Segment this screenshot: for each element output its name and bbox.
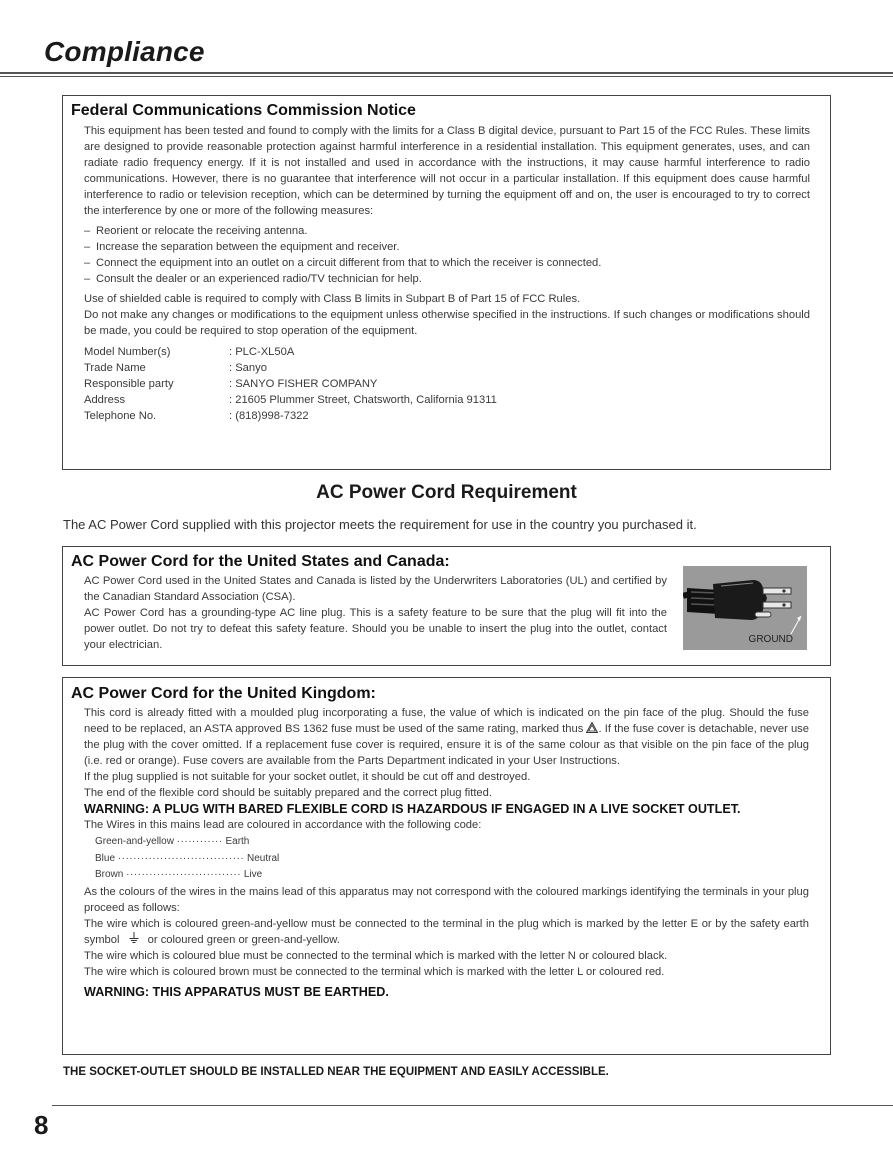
list-item bbox=[95, 851, 809, 868]
fcc-modifications: Do not make any changes or modifications to the equipment unless otherwise specified in the instructions. If such changes or modifications should be made, you could be required to stop operation of the equipment. bbox=[84, 309, 810, 337]
wire-meaning: Live bbox=[243, 869, 263, 880]
list-item: – Reorient or relocate the receiving antenna. bbox=[84, 223, 810, 239]
us-canada-box bbox=[62, 546, 831, 666]
wire-leader-dots: ············ bbox=[176, 836, 223, 847]
list-item: – Consult the dealer or an experienced radio/TV technician for help. bbox=[84, 271, 810, 287]
socket-outlet-note: THE SOCKET-OUTLET SHOULD BE INSTALLED NEAR THE EQUIPMENT AND EASILY ACCESSIBLE. bbox=[63, 1066, 609, 1078]
uk-plug-unsuitable: If the plug supplied is not suitable for your socket outlet, it should be cut off and destroyed. bbox=[84, 771, 531, 783]
uk-warning-bared-cord: WARNING: A PLUG WITH BARED FLEXIBLE CORD IS HAZARDOUS IF ENGAGED IN A LIVE SOCKET OUTLET. bbox=[84, 802, 741, 816]
page-header bbox=[0, 0, 893, 80]
uk-earth-wire-instruction bbox=[84, 916, 809, 948]
footer-rule bbox=[52, 1105, 893, 1106]
wire-leader-dots: ································· bbox=[117, 852, 245, 864]
earth-symbol-icon bbox=[129, 932, 139, 944]
fcc-heading: Federal Communications Commission Notice bbox=[71, 102, 416, 119]
fcc-spec-table bbox=[84, 344, 497, 424]
spec-value: : (818)998-7322 bbox=[229, 410, 309, 422]
fcc-shielded-cable: Use of shielded cable is required to comply with Class B limits in Subpart B of Part 15 of FCC Rules. bbox=[84, 293, 581, 305]
fcc-measures-list bbox=[84, 223, 810, 287]
uk-cord-end: The end of the flexible cord should be suitably prepared and the correct plug fitted. bbox=[84, 787, 492, 799]
header-rule-thin bbox=[0, 76, 893, 77]
list-item: – Increase the separation between the equipment and receiver. bbox=[84, 239, 810, 255]
spec-label: Telephone No. bbox=[84, 410, 157, 422]
wire-color: Brown bbox=[95, 869, 124, 880]
spec-value: : Sanyo bbox=[229, 362, 267, 374]
uk-earth-text-b: or coloured green or green-and-yellow. bbox=[147, 933, 340, 946]
wire-color: Blue bbox=[95, 852, 116, 864]
wire-meaning: Neutral bbox=[246, 852, 280, 864]
uk-brown-wire-instruction: The wire which is coloured brown must be connected to the terminal which is marked with the letter L or coloured red. bbox=[84, 965, 665, 978]
list-item: – Connect the equipment into an outlet on a circuit different from that to which the receiver is connected. bbox=[84, 255, 810, 271]
table-row bbox=[84, 408, 497, 424]
wire-code-list bbox=[95, 834, 809, 884]
header-rule bbox=[0, 72, 893, 74]
table-row bbox=[84, 344, 497, 360]
fcc-body bbox=[71, 123, 810, 424]
grounding-plug-illustration bbox=[683, 566, 807, 650]
wire-leader-dots: ······························ bbox=[126, 869, 242, 880]
spec-value: : PLC-XL50A bbox=[229, 346, 295, 358]
uk-earth-text-a: The wire which is coloured green-and-yellow must be connected to the terminal in the plug which is marked by the letter E or by the safety earth symbol bbox=[84, 917, 809, 946]
spec-value: : 21605 Plummer Street, Chatsworth, California 91311 bbox=[229, 394, 497, 406]
uk-fuse-paragraph bbox=[84, 705, 809, 769]
uk-heading: AC Power Cord for the United Kingdom: bbox=[71, 685, 376, 702]
us-canada-heading: AC Power Cord for the United States and Canada: bbox=[71, 553, 450, 570]
asta-mark-icon bbox=[586, 722, 598, 733]
list-item bbox=[95, 834, 809, 851]
fcc-intro: This equipment has been tested and found to comply with the limits for a Class B digital device, pursuant to Part 15 of the FCC Rules. These limits are designed to provide reasonable protection against harmful interference in a residential installation. This equipment generates, uses, and can radiate radio frequency energy. If it is not installed and used in accordance with the instructions, it may cause harmful interference to radio communications. However, there is no guarantee that interference will not occur in a particular installation. If this equipment does cause harmful interference to radio or television reception, which can be determined by turning the equipment off and on, the user is encouraged to try to correct the interference by one or more of the following measures: bbox=[84, 125, 810, 217]
wire-meaning: Earth bbox=[225, 836, 250, 847]
table-row bbox=[84, 392, 497, 408]
page-title: Compliance bbox=[44, 36, 205, 67]
uk-fuse-text-b: . If the fuse cover is detachable, never use the plug with the cover omitted. If a replacement fuse cover is required, ensure it is of the same colour as that visible on the pin face of the plug (i.e. red or orange). Fuse covers are available from the Parts Department indicated in your User Instructions. bbox=[84, 723, 809, 767]
list-item bbox=[95, 867, 809, 884]
uk-fuse-text-a: This cord is already fitted with a moulded plug incorporating a fuse, the value of which is indicated on the pin face of the plug. Should the fuse need to be replaced, an ASTA approved BS 1362 fuse must be used of the same rating, marked thus bbox=[84, 707, 809, 735]
page-number: 8 bbox=[34, 1110, 49, 1140]
uk-wires-intro: The Wires in this mains lead are coloured in accordance with the following code: bbox=[84, 819, 482, 831]
spec-label: Trade Name bbox=[84, 362, 146, 374]
uk-box bbox=[62, 677, 831, 1055]
spec-label: Responsible party bbox=[84, 378, 174, 390]
fcc-notice-box bbox=[62, 95, 831, 470]
table-row bbox=[84, 360, 497, 376]
table-row bbox=[84, 376, 497, 392]
uk-wire-colour-note: As the colours of the wires in the mains lead of this apparatus may not correspond with the coloured markings identifying the terminals in your plug proceed as follows: bbox=[84, 885, 809, 914]
wire-color: Green-and-yellow bbox=[95, 836, 174, 847]
ground-label: GROUND bbox=[748, 634, 793, 645]
us-canada-paragraph: AC Power Cord has a grounding-type AC line plug. This is a safety feature to be sure that the plug will fit into the power outlet. Do not try to defeat this safety feature. Should you be unable to insert the plug into the outlet, contact your electrician. bbox=[84, 607, 667, 651]
us-canada-paragraph: AC Power Cord used in the United States and Canada is listed by the Underwriters Laboratories (UL) and certified by the Canadian Standard Association (CSA). bbox=[84, 575, 667, 603]
spec-label: Model Number(s) bbox=[84, 346, 171, 358]
ac-section-intro: The AC Power Cord supplied with this projector meets the requirement for use in the country you purchased it. bbox=[63, 517, 697, 532]
us-canada-body bbox=[71, 573, 667, 653]
uk-warning-earthed: WARNING: THIS APPARATUS MUST BE EARTHED. bbox=[84, 984, 389, 999]
uk-blue-wire-instruction: The wire which is coloured blue must be connected to the terminal which is marked with the letter N or coloured black. bbox=[84, 949, 668, 962]
ac-section-title: AC Power Cord Requirement bbox=[316, 482, 577, 503]
spec-label: Address bbox=[84, 394, 126, 406]
spec-value: : SANYO FISHER COMPANY bbox=[229, 378, 378, 390]
uk-body bbox=[71, 705, 809, 1000]
